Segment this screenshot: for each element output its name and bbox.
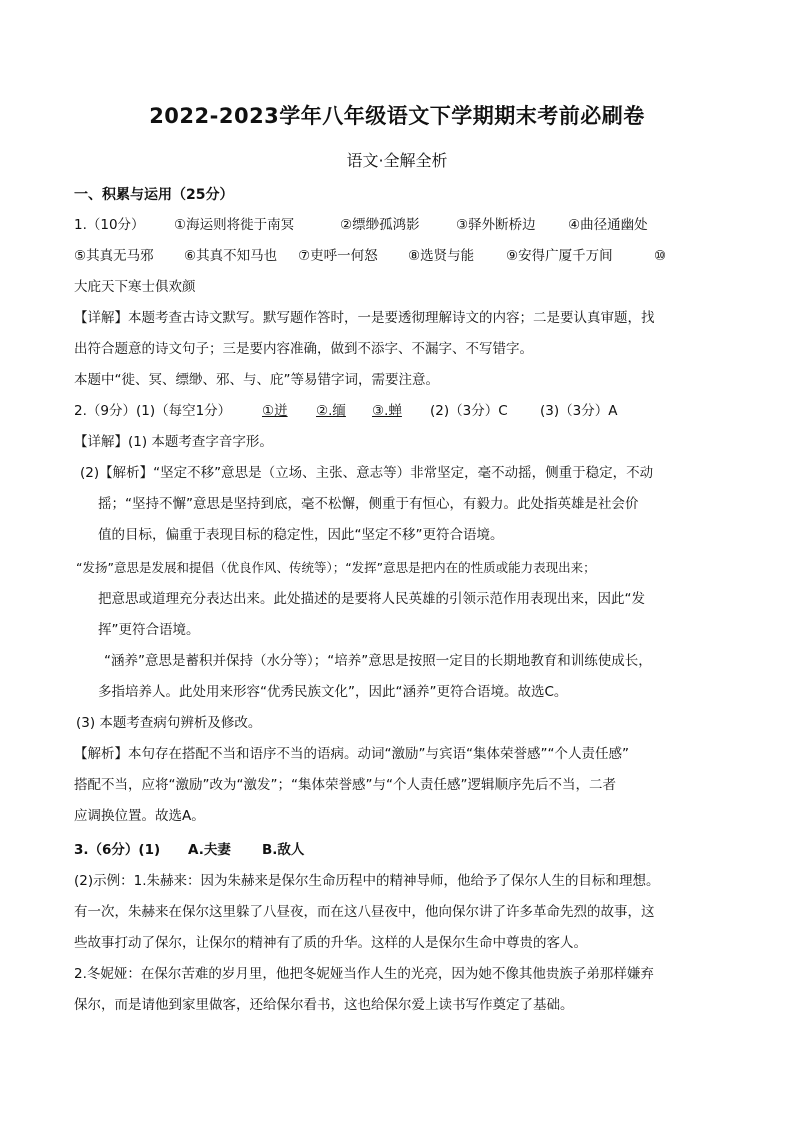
q2-part2-line6: 挥”更符合语境。	[98, 622, 200, 638]
q3-example-line2: 有一次，朱赫来在保尔这里躲了八昼夜，而在这八昼夜中，他向保尔讲了许多革命先烈的故事，这	[74, 904, 655, 920]
q1-detail-line1: 【详解】本题考查古诗文默写。默写题作答时，一是要透彻理解诗文的内容；二是要认真审题，找	[74, 310, 655, 326]
q1-answer-3: ③驿外断桥边	[456, 217, 536, 233]
q2-detail1: 【详解】(1) 本题考查字音字形。	[74, 434, 273, 450]
q1-answer-4: ④曲径通幽处	[568, 217, 648, 233]
q1-answer-10-marker: ⑩	[654, 248, 667, 264]
q1-note: 本题中“徙、冥、缥缈、邪、与、庇”等易错字词，需要注意。	[74, 372, 439, 388]
q2-part3-line2: 【解析】本句存在搭配不当和语序不当的语病。动词“激励”与宾语“集体荣誉感”“个人责任感”	[74, 746, 629, 762]
q2-part2-line3: 值的目标，偏重于表现目标的稳定性，因此“坚定不移”更符合语境。	[98, 527, 504, 543]
q2-part2-answer: (2)（3分）C	[430, 403, 508, 419]
q3-example-line1: (2)示例：1.朱赫来：因为朱赫来是保尔生命历程中的精神导师，他给予了保尔人生的目标和理想。	[74, 873, 660, 889]
q1-answers-row2	[74, 246, 724, 266]
q3-label: 3.（6分）(1)	[74, 842, 161, 858]
q2-answer-2: ②.缅	[316, 403, 346, 419]
section-heading: 一、积累与运用（25分）	[74, 187, 234, 203]
q2-answer-1: ①迸	[262, 403, 288, 419]
q2-part3-line1: (3) 本题考查病句辨析及修改。	[76, 715, 262, 731]
q1-detail-line2: 出符合题意的诗文句子；三是要内容准确，做到不添字、不漏字、不写错字。	[74, 341, 533, 357]
q3-example-line3: 些故事打动了保尔，让保尔的精神有了质的升华。这样的人是保尔生命中尊贵的客人。	[74, 935, 587, 951]
q3-example-line5: 保尔，而是请他到家里做客，还给保尔看书，这也给保尔爱上读书写作奠定了基础。	[74, 997, 574, 1013]
q3-answer-b: B.敌人	[262, 842, 305, 858]
q1-answer-1: ①海运则将徙于南冥	[174, 217, 295, 233]
q2-part3-line4: 应调换位置。故选A。	[74, 808, 205, 824]
page-title: 2022-2023学年八年级语文下学期期末考前必刷卷	[149, 104, 645, 128]
q2-answer-3: ③.蝉	[372, 403, 402, 419]
q2-part2-line8: 多指培养人。此处用来形容“优秀民族文化”，因此“涵养”更符合语境。故选C。	[98, 684, 568, 700]
q1-answer-9: ⑨安得广厦千万间	[506, 248, 613, 264]
q2-part2-line1: (2)【解析】“坚定不移”意思是（立场、主张、意志等）非常坚定，毫不动摇，侧重于稳定，不动	[80, 465, 654, 481]
q3-example-line4: 2.冬妮娅：在保尔苦难的岁月里，他把冬妮娅当作人生的光亮，因为她不像其他贵族子弟那样嫌弃	[74, 966, 654, 982]
q1-answer-2: ②缥缈孤鸿影	[340, 217, 420, 233]
q3-answer-a: A.夫妻	[188, 842, 231, 858]
q1-label: 1.（10分）	[74, 217, 145, 233]
q1-answer-6: ⑥其真不知马也	[184, 248, 278, 264]
q1-answers-row1	[74, 215, 724, 235]
q2-answers-row	[74, 401, 724, 421]
page-subtitle: 语文·全解全析	[346, 151, 448, 170]
q2-part2-line5: 把意思或道理充分表达出来。此处描述的是要将人民英雄的引领示范作用表现出来，因此“发	[98, 591, 645, 607]
q2-part2-line4: “发扬”意思是发展和提倡（优良作风、传统等）；“发挥”意思是把内在的性质或能力表现出来；	[76, 560, 596, 575]
q2-part2-line7: “涵养”意思是蓄积并保持（水分等）；“培养”意思是按照一定目的长期地教育和训练使成长，	[104, 653, 652, 669]
q1-answer-10: 大庇天下寒士俱欢颜	[74, 279, 196, 295]
q2-label: 2.（9分）(1)（每空1分）	[74, 403, 232, 419]
q1-answer-7: ⑦吏呼一何怒	[298, 248, 378, 264]
q2-part3-answer: (3)（3分）A	[540, 403, 618, 419]
q1-answer-8: ⑧选贤与能	[408, 248, 475, 264]
q2-part3-line3: 搭配不当，应将“激励”改为“激发”；“集体荣誉感”与“个人责任感”逻辑顺序先后不当，二者	[74, 777, 616, 793]
q1-answer-5: ⑤其真无马邪	[74, 248, 154, 264]
q2-part2-line2: 摇；“坚持不懈”意思是坚持到底，毫不松懈，侧重于有恒心，有毅力。此处指英雄是社会价	[98, 496, 639, 512]
q3-answers-row	[74, 840, 724, 860]
